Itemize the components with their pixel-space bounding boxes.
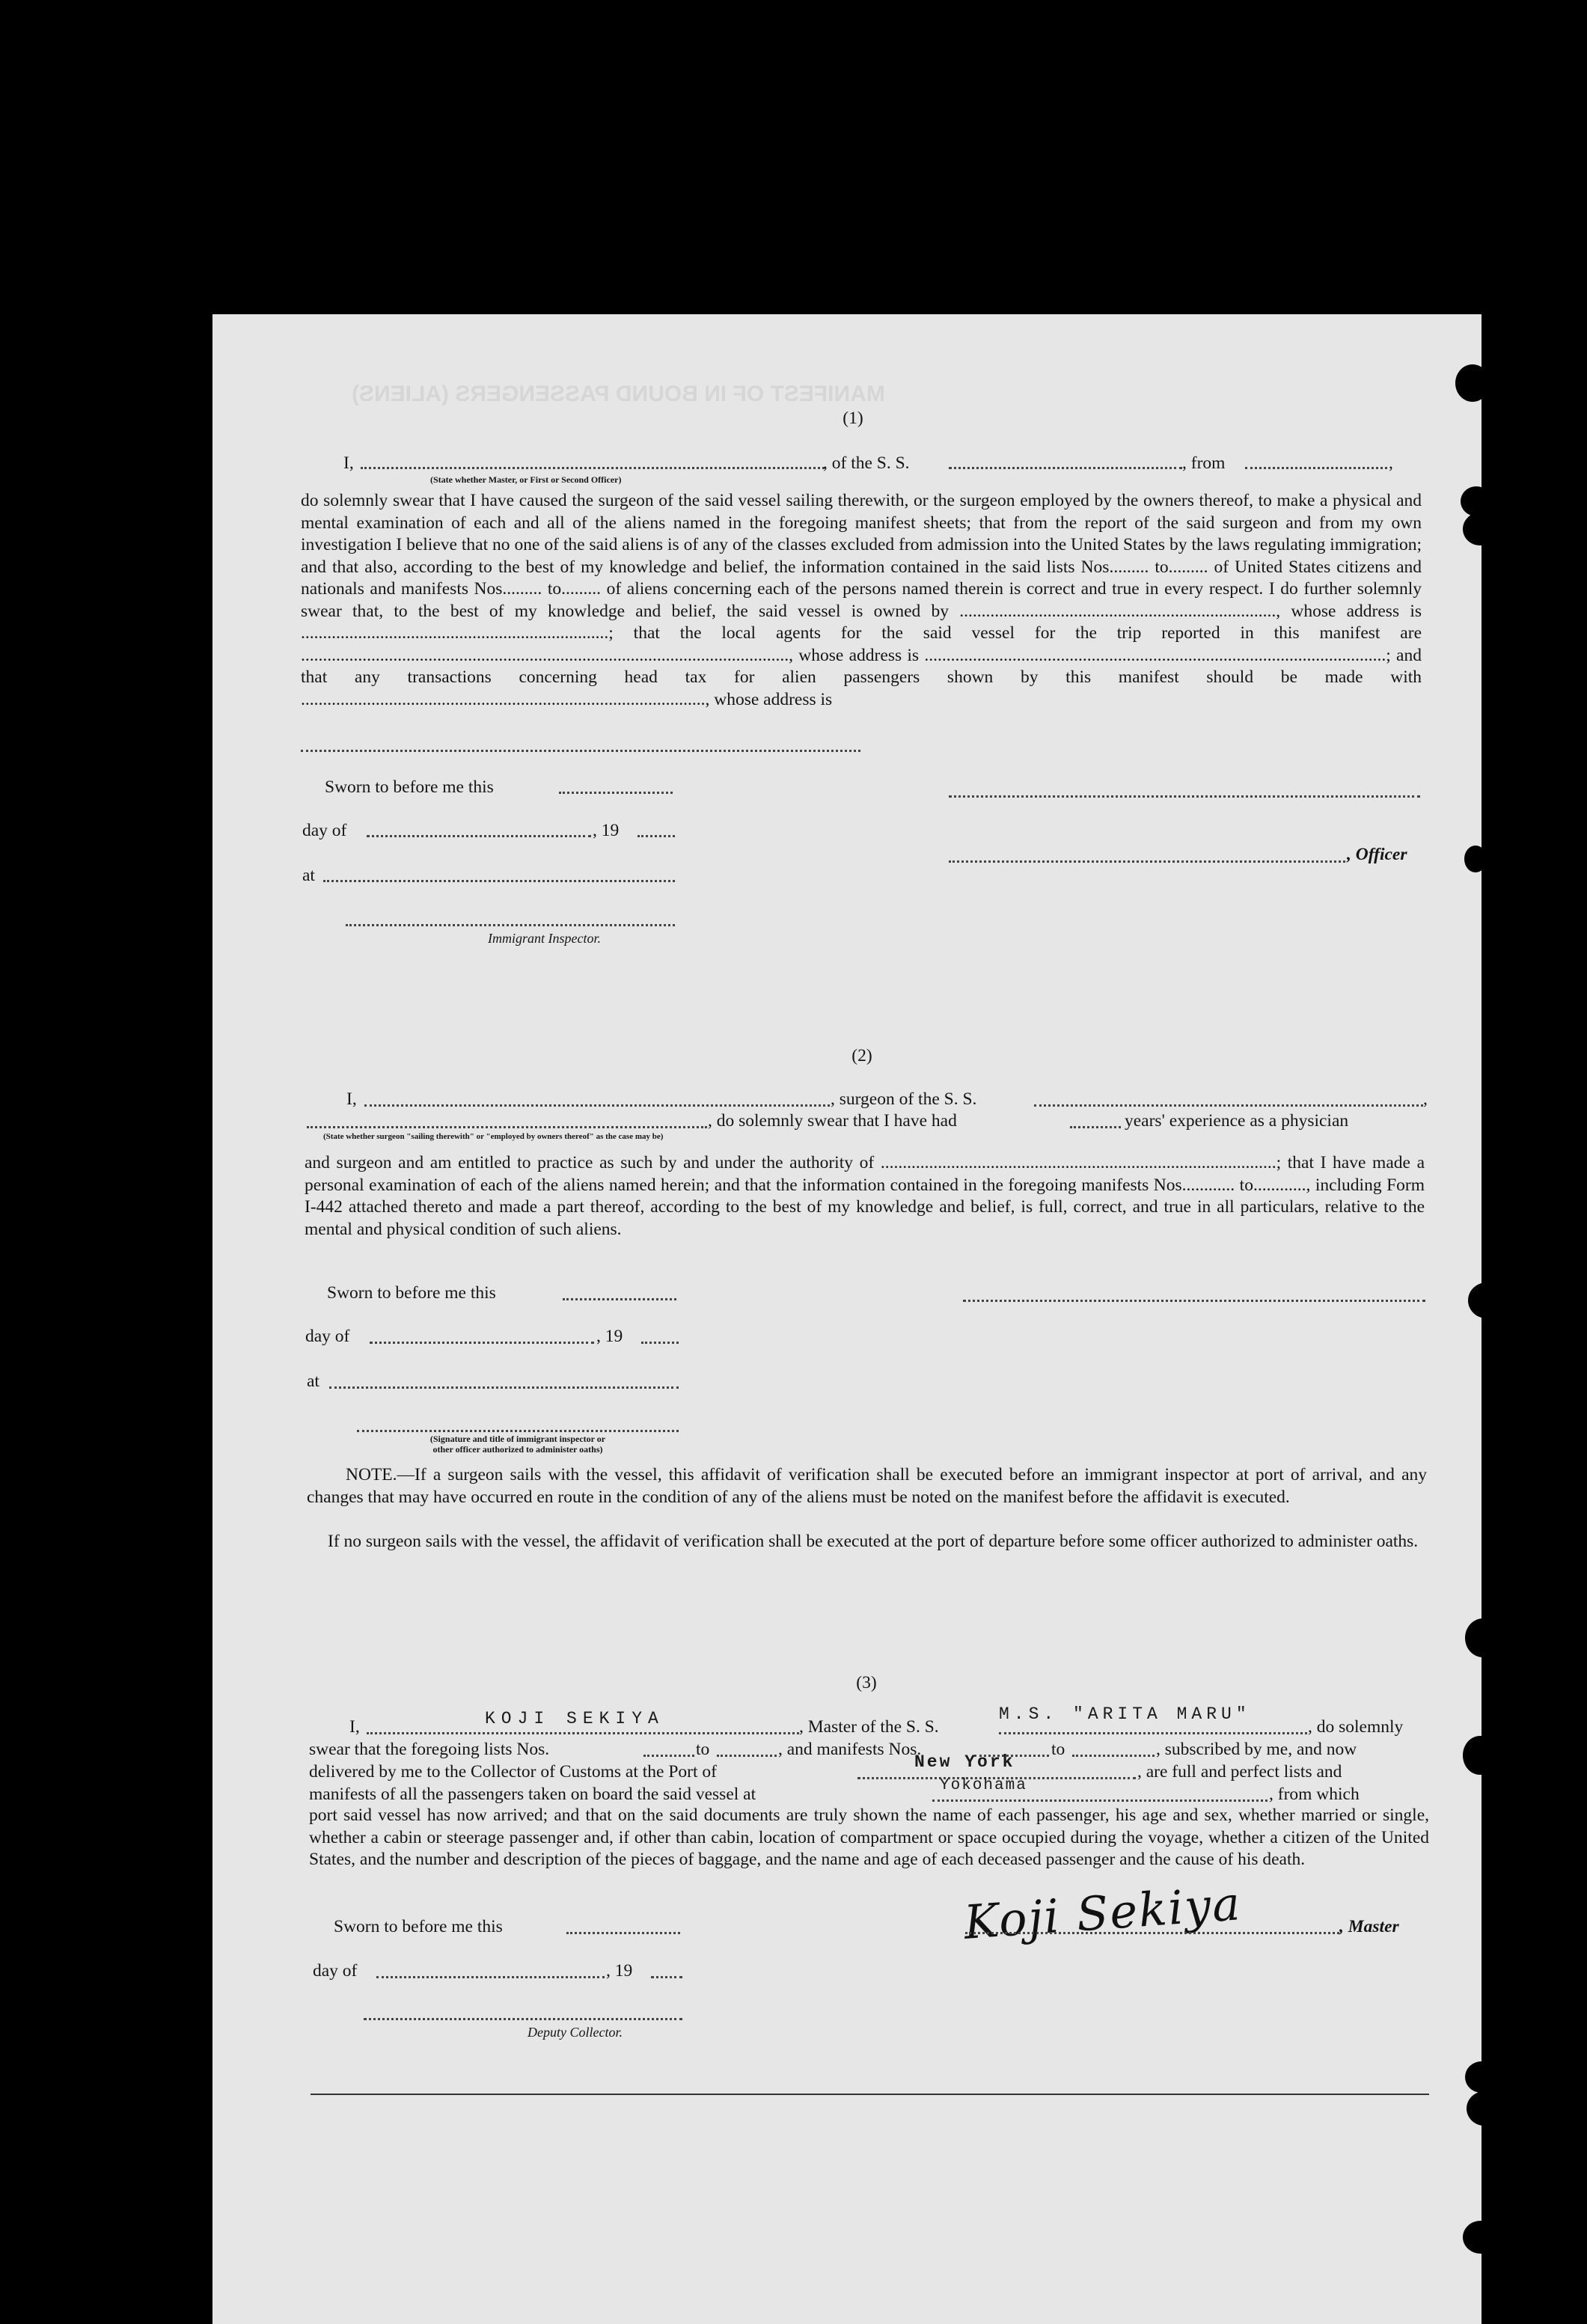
s2-year-field — [641, 1342, 679, 1344]
s1-officer-name-field — [361, 467, 825, 469]
s3-port-label: delivered by me to the Collector of Customs at the Port of — [309, 1762, 717, 1782]
s2-year-label: , 19 — [596, 1327, 623, 1346]
s1-at-label: at — [302, 866, 315, 885]
s2-day-of-label: day of — [305, 1327, 350, 1346]
punch-hole-8 — [1465, 2061, 1498, 2093]
s1-officer-hint: (State whether Master, or First or Second Officer) — [430, 474, 622, 485]
s3-sworn-date-field — [566, 1932, 680, 1934]
s3-line1-end: , do solemnly — [1308, 1717, 1404, 1737]
s3-year-label: , 19 — [606, 1961, 633, 1981]
punch-hole-10 — [1463, 2221, 1499, 2254]
s2-sworn-date-field — [563, 1298, 676, 1300]
punch-hole-1 — [1455, 364, 1490, 402]
s2-surgeon-hint: (State whether surgeon "sailing therewith" or "employed by owners thereof" as the case may be) — [323, 1132, 664, 1141]
s3-master-signature: Koji Sekiya — [961, 1876, 1244, 1950]
s1-year-field — [637, 835, 675, 837]
s1-at-field — [323, 880, 675, 882]
section-3-number: (3) — [856, 1673, 877, 1692]
punch-hole-5 — [1468, 1282, 1505, 1318]
s3-port-value: New York — [914, 1752, 1015, 1772]
section-1-number: (1) — [843, 409, 863, 428]
s3-line4-end: , from which — [1269, 1785, 1360, 1804]
s1-day-of-label: day of — [302, 821, 347, 840]
s2-at-field — [329, 1386, 679, 1389]
s3-master-label: , Master — [1339, 1917, 1399, 1936]
s1-inspector-signature-line — [346, 924, 675, 926]
s3-sworn-label: Sworn to before me this — [334, 1917, 503, 1936]
s3-vessel-field — [999, 1732, 1307, 1734]
s2-note-paragraph: NOTE.—If a surgeon sails with the vessel, this affidavit of verification shall be executed before an immigrant inspector at port of arrival, and any changes that may have occurred en route in the condition of any of the aliens must be noted on the manifest before the affidavit is executed. — [307, 1465, 1427, 1507]
s1-officer-signature-field — [949, 860, 1345, 863]
s1-sworn-label: Sworn to before me this — [325, 777, 494, 797]
bleed-through-text: MANIFEST OF IN BOUND PASSENGERS (ALIENS) — [352, 382, 885, 406]
s2-surgeon-signature-field — [963, 1300, 1425, 1302]
s2-oath-paragraph: and surgeon and am entitled to practice as such by and under the authority of ..........................................................................................; that I have made a personal examination of each of the aliens named herein; and that the information contained in the foregoing manifests Nos............ to............, including Form I-442 attached thereto and made a part thereof, according to the best of my knowledge and belief, is full, correct, and true in all particulars, relative to the mental and physical condition of such aliens. — [305, 1153, 1425, 1239]
s2-surgeon-name-field — [364, 1104, 830, 1107]
s1-i-label: I, — [343, 453, 354, 473]
punch-hole-4 — [1464, 845, 1487, 872]
s3-manifests-to-label: to — [1051, 1740, 1065, 1759]
s1-inspector-label: Immigrant Inspector. — [488, 931, 601, 946]
s3-manifests-to-field — [1072, 1755, 1155, 1757]
punch-hole-7 — [1463, 1736, 1497, 1775]
s3-departure-label: manifests of all the passengers taken on board the said vessel at — [309, 1785, 756, 1804]
s2-day-field — [370, 1342, 594, 1344]
s3-i-label: I, — [349, 1717, 360, 1737]
s2-i-label: I, — [346, 1089, 357, 1109]
s2-swear-label: , do solemnly swear that I have had — [708, 1111, 957, 1131]
punch-hole-6 — [1465, 1618, 1501, 1657]
s2-signature-hint-1: (Signature and title of immigrant inspector or — [429, 1434, 606, 1444]
s3-collector-signature-line — [364, 2018, 682, 2020]
s3-vessel-name: M.S. "ARITA MARU" — [999, 1704, 1251, 1724]
s1-day-field — [367, 835, 591, 837]
s1-sworn-date-field — [559, 792, 673, 794]
s3-master-name-field — [367, 1732, 799, 1734]
s2-signature-hint-2: other officer authorized to administer oaths) — [432, 1444, 603, 1455]
s2-surgeon-label: , surgeon of the S. S. — [831, 1089, 977, 1109]
s3-manifests-label: , and manifests Nos. — [778, 1740, 922, 1759]
s3-year-field — [651, 1976, 682, 1978]
s1-address-continuation-field — [301, 750, 860, 752]
s3-lists-to-label: to — [696, 1740, 710, 1759]
s1-from-label: , from — [1182, 453, 1226, 473]
s1-officer-label: , Officer — [1347, 845, 1407, 864]
s3-master-of-label: , Master of the S. S. — [799, 1717, 939, 1737]
s1-officer-signature-line-top — [949, 795, 1420, 798]
s3-collector-label: Deputy Collector. — [528, 2025, 623, 2040]
punch-hole-9 — [1467, 2091, 1502, 2126]
s2-vessel-field — [1034, 1104, 1423, 1107]
s2-years-label: years' experience as a physician — [1125, 1111, 1349, 1131]
s3-lists-label: swear that the foregoing lists Nos. — [309, 1740, 550, 1759]
s2-status-field — [307, 1126, 707, 1128]
s3-day-of-label: day of — [313, 1961, 358, 1981]
s1-of-ss-label: , of the S. S. — [823, 453, 910, 473]
s3-lists-from-field — [643, 1755, 694, 1757]
s3-master-name: KOJI SEKIYA — [485, 1709, 664, 1728]
punch-hole-3 — [1463, 513, 1497, 545]
s1-year-label: , 19 — [593, 821, 620, 840]
s3-oath-paragraph: port said vessel has now arrived; and that on the said documents are truly shown the name of each passenger, his age and sex, whether married or single, whether a cabin or steerage passenger and, if other than cabin, location of compartment or space occupied during the voyage, whether a citizen of the United States, and the number and description of the pieces of baggage, and the name and age of each deceased passenger and the cause of his death. — [309, 1805, 1429, 1869]
s3-master-signature-field — [965, 1932, 1339, 1934]
s1-from-field — [1245, 467, 1387, 469]
s1-oath-paragraph: do solemnly swear that I have caused the surgeon of the said vessel sailing therewith, or the surgeon employed by the owners thereof, to make a physical and mental examination of each and all of the aliens named in the foregoing manifest sheets; that from the report of the said surgeon and from my own investigation I believe that no one of the said aliens is of any of the classes excluded from admission into the United States by the laws regulating immigration; and that also, according to the best of my knowledge and belief, the information contained in the said lists Nos......... to......... of United States citizens and nationals and manifests Nos......... to......... of aliens concerning each of the persons named therein is correct and true in every respect. I do further solemnly swear that, to the best of my knowledge and belief, the said vessel is owned by ........................................................................, whose address is ......................................................................; that the local agents for the said vessel for the trip reported in this manifest are ..............................................................................................................., whose address is .........................................................................................................; and that any transactions concerning head tax for alien passengers shown by this manifest should be made with ............................................................................................, whose address is — [301, 491, 1422, 709]
s3-departure-field — [932, 1799, 1268, 1802]
s3-line3-end: , are full and perfect lists and — [1137, 1762, 1342, 1782]
punch-hole-2 — [1461, 486, 1492, 516]
s3-line2-end: , subscribed by me, and now — [1156, 1740, 1357, 1759]
bottom-rule — [311, 2094, 1429, 2095]
s3-day-field — [376, 1976, 605, 1978]
s1-vessel-field — [949, 467, 1182, 469]
s2-at-label: at — [307, 1372, 319, 1391]
s2-years-field — [1070, 1126, 1121, 1128]
s2-line1-end: , — [1423, 1089, 1428, 1109]
s3-departure-value: Yokohama — [940, 1777, 1027, 1794]
s2-note-paragraph-2: If no surgeon sails with the vessel, the affidavit of verification shall be executed at the port of departure before some officer authorized to administer oaths. — [328, 1532, 1419, 1551]
s2-inspector-signature-line — [357, 1430, 679, 1432]
section-2-number: (2) — [851, 1046, 872, 1065]
s3-lists-to-field — [717, 1755, 777, 1757]
s1-line1-end: , — [1389, 453, 1393, 473]
s2-sworn-label: Sworn to before me this — [327, 1283, 496, 1303]
